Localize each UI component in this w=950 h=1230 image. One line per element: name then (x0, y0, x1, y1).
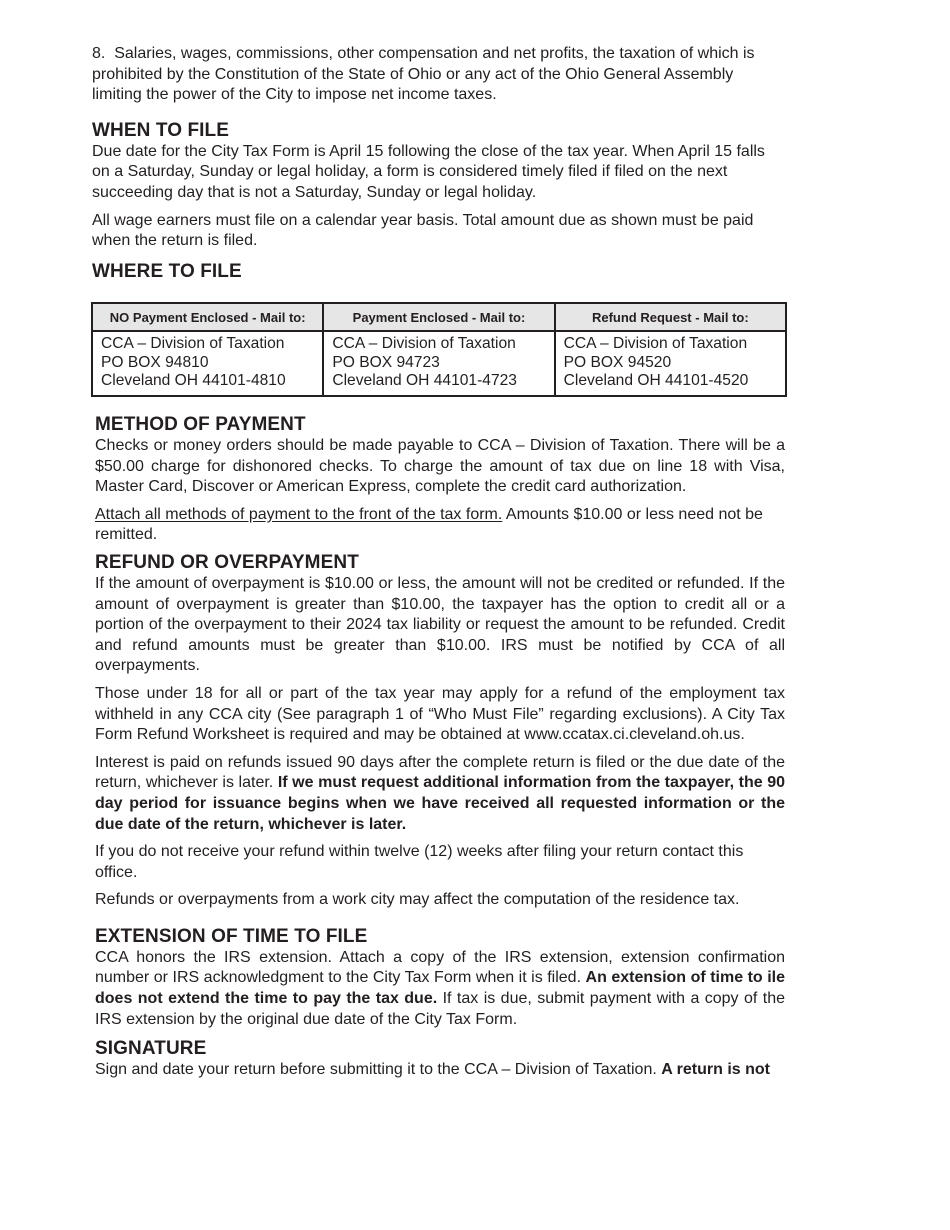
upper-column (92, 44, 782, 283)
when-to-file-paragraph-1: Due date for the City Tax Form is April 15 following the close of the tax year. When April 15 falls on a Saturday, Sunday or legal holiday, a form is considered timely filed if filed on the next succeeding day that is not a Saturday, Sunday or legal holiday. (92, 142, 765, 201)
when-to-file-heading: WHEN TO FILE (92, 119, 230, 141)
address-line: CCA – Division of Taxation (563, 335, 748, 352)
header-refund-request: Refund Request - Mail to: (555, 303, 786, 331)
address-line: CCA – Division of Taxation (332, 335, 516, 352)
extension-heading: EXTENSION OF TIME TO FILE (95, 925, 368, 947)
extension-paragraph (95, 948, 785, 1030)
attach-payment-note: Attach all methods of payment to the front of the tax form. (95, 505, 503, 523)
additional-info-note: If we must request additional information from the taxpayer, the 90 day period for issuance begins when we have received all requested information or the due date of the return, whichever is later. (95, 774, 786, 833)
refund-paragraph-5: Refunds or overpayments from a work city may affect the computation of the residence tax. (95, 891, 740, 909)
method-of-payment-heading: METHOD OF PAYMENT (95, 414, 306, 435)
header-payment-enclosed: Payment Enclosed - Mail to: (323, 303, 554, 331)
method-of-payment-paragraph-1: Checks or money orders should be made payable to CCA – Division of Taxation. There will be a $50.00 charge for dishonored checks. To charge the amount of tax due on line 18 with Visa, Master Card, Discover or American Express, complete the credit card authorization. (95, 437, 785, 496)
address-line: Cleveland OH 44101-4520 (563, 372, 749, 389)
address-line: Cleveland OH 44101-4723 (332, 372, 517, 389)
refund-heading: REFUND OR OVERPAYMENT (95, 551, 359, 573)
extension-bold-note: An extension of time to ile does not extend the time to pay the tax due. (95, 969, 786, 1008)
refund-paragraph-3 (95, 753, 785, 835)
signature-heading: SIGNATURE (95, 1038, 207, 1060)
refund-paragraph-1: If the amount of overpayment is $10.00 or less, the amount will not be credited or refunded. If the amount of overpayment is greater than $10.00, the taxpayer has the option to credit all or a portion of the overpayment to their 2024 tax liability or request the amount to be refunded. Credit and refund amounts must be greater than $10.00. IRS must be notified by CCA of all overpayments. (95, 574, 785, 675)
mailing-table-address-row (92, 331, 786, 396)
signature-paragraph (95, 1060, 785, 1081)
item-number: 8. (92, 45, 106, 62)
address-line: CCA – Division of Taxation (101, 335, 285, 352)
mailing-table-header-row (92, 303, 786, 331)
signature-bold-note: A return is not (661, 1061, 770, 1079)
header-no-payment: NO Payment Enclosed - Mail to: (92, 303, 323, 331)
mailing-address-table (91, 302, 787, 397)
address-line: PO BOX 94723 (332, 353, 440, 371)
when-to-file-paragraph-2: All wage earners must file on a calendar year basis. Total amount due as shown must be paid when the return is filed. (92, 211, 754, 250)
address-line: PO BOX 94520 (563, 353, 672, 371)
method-of-payment-paragraph-2 (95, 505, 785, 546)
address-line: Cleveland OH 44101-4810 (101, 372, 286, 389)
extension-text-rest: If tax is due, submit payment with a copy of the IRS extension by the original due date of the City Tax Form. (95, 990, 785, 1028)
lower-column (95, 414, 785, 1081)
interest-note: Interest is paid on refunds issued 90 days after the complete return is filed or the due date of the return, whichever is later. (95, 753, 785, 792)
address-line: PO BOX 94810 (101, 353, 209, 371)
refund-paragraph-2: Those under 18 for all or part of the tax year may apply for a refund of the employment tax withheld in any CCA city (See paragraph 1 of “Who Must File” regarding exclusions). A City Tax Form Refund Worksheet is required and may be obtained at www.ccatax.ci.cleveland.oh.us. (95, 684, 785, 744)
item-text: Salaries, wages, commissions, other compensation and net profits, the taxation of which is prohibited by the Constitution of the State of Ohio or any act of the Ohio General Assembly limiting the power of the City to impose net income taxes. (92, 45, 755, 104)
remittance-note: Amounts $10.00 or less need not be remitted. (95, 505, 763, 544)
address-no-payment (92, 331, 323, 396)
address-payment-enclosed (323, 331, 554, 396)
intro-item-8 (92, 44, 782, 106)
where-to-file-heading: WHERE TO FILE (92, 260, 242, 282)
signature-text: Sign and date your return before submitting it to the CCA – Division of Taxation. (95, 1061, 662, 1079)
extension-text: CCA honors the IRS extension. Attach a copy of the IRS extension, extension confirmation number or IRS acknowledgment to the City Tax Form when it is filed. (95, 948, 785, 987)
address-refund-request (555, 331, 786, 396)
refund-paragraph-4: If you do not receive your refund within twelve (12) weeks after filing your return contact this office. (95, 843, 744, 881)
